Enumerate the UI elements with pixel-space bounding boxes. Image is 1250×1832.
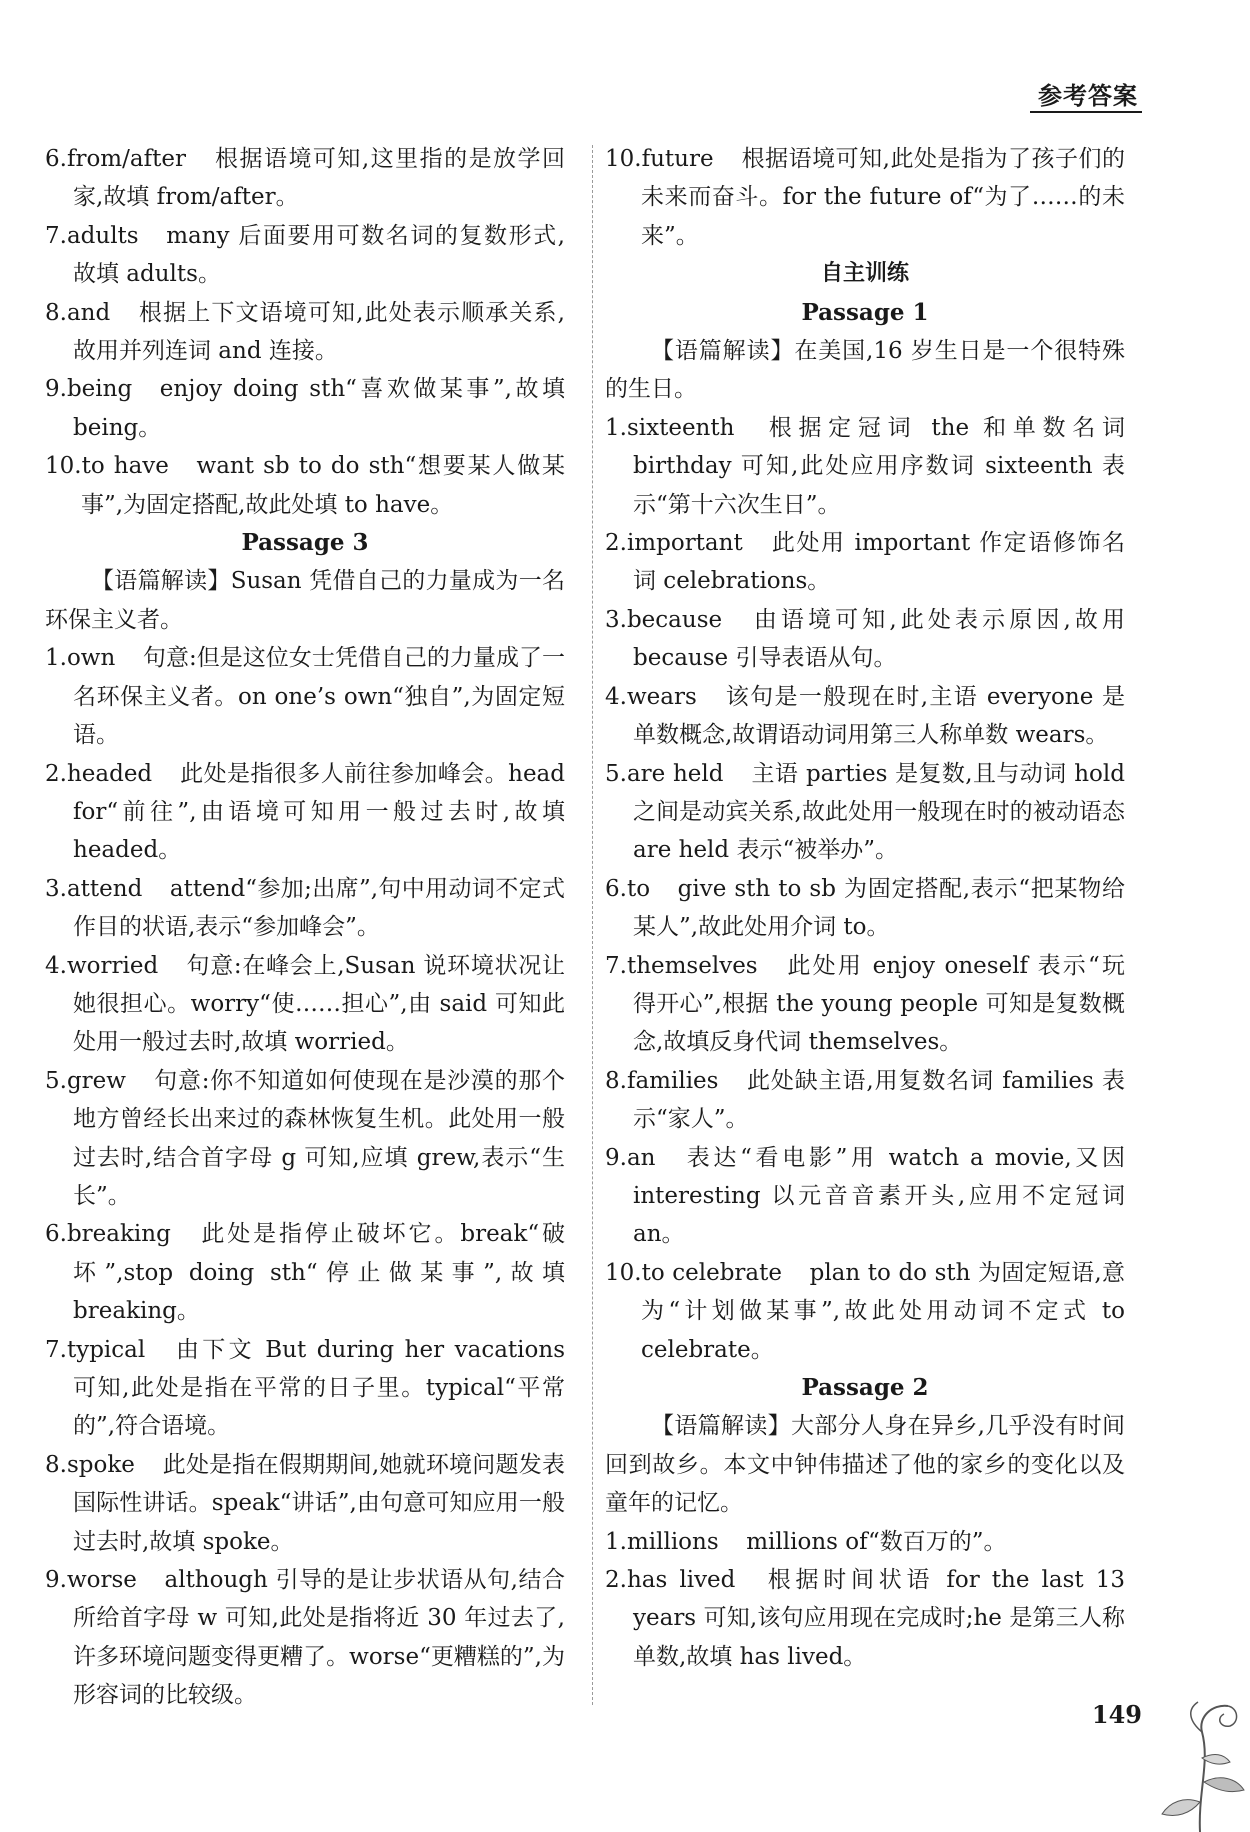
answer-item: 8.families 此处缺主语,用复数名词 families 表示“家人”。 [605,1067,1125,1133]
passage-3-title: Passage 3 [241,529,369,557]
answer-item: 5.are held 主语 parties 是复数,且与动词 hold 之间是动宾关系,故此处用一般现在时的被动语态 are held 表示“被举办”。 [605,760,1125,864]
vine-ornament [1140,1682,1250,1832]
page-number: 149 [1091,1700,1142,1729]
passage-1-intro: 【语篇解读】在美国,16 岁生日是一个很特殊的生日。 [605,338,1125,403]
answer-item: 4.worried 句意:在峰会上,Susan 说环境状况让她很担心。worry“使……担心”,由 said 可知此处用一般过去时,故填 worried。 [45,952,565,1056]
passage-2-title: Passage 2 [801,1374,929,1401]
answer-item: 3.attend attend“参加;出席”,句中用动词不定式作目的状语,表示“参加峰会”。 [45,875,565,941]
right-column [605,140,1125,1676]
answer-item: 1.own 句意:但是这位女士凭借自己的力量成了一名环保主义者。on one’s own“独自”,为固定短语。 [45,645,565,749]
answer-item: 2.headed 此处是指很多人前往参加峰会。head for“前往”,由语境可知用一般过去时,故填 headed。 [45,760,565,864]
answer-item: 6.to give sth to sb 为固定搭配,表示“把某物给某人”,故此处用介词 to。 [605,875,1125,941]
answer-item: 6.breaking 此处是指停止破坏它。break“破坏”,stop doing sth“停止做某事”,故填 breaking。 [45,1221,565,1325]
answer-item: 8.and 根据上下文语境可知,此处表示顺承关系,故用并列连词 and 连接。 [45,299,565,365]
answer-item: 9.worse although 引导的是让步状语从句,结合所给首字母 w 可知,此处是指将近 30 年过去了,许多环境问题变得更糟了。worse“更糟糕的”,为形容词的比较级。 [45,1567,565,1709]
answer-item: 3.because 由语境可知,此处表示原因,故用 because 引导表语从句。 [605,606,1125,672]
answer-item: 10.future 根据语境可知,此处是指为了孩子们的未来而奋斗。for the future of“为了……的未来”。 [605,146,1125,249]
left-column [45,140,565,1715]
answer-item: 2.important 此处用 important 作定语修饰名词 celebrations。 [605,530,1125,595]
answer-item: 4.wears 该句是一般现在时,主语 everyone 是单数概念,故谓语动词用第三人称单数 wears。 [605,683,1125,749]
answer-item: 7.themselves 此处用 enjoy oneself 表示“玩得开心”,根据 the young people 可知是复数概念,故填反身代词 themselves。 [605,952,1125,1056]
header-rule [1030,111,1142,113]
passage-1-title: Passage 1 [801,298,929,326]
answer-item: 7.adults many 后面要用可数名词的复数形式,故填 adults。 [45,222,565,288]
answer-item: 6.from/after 根据语境可知,这里指的是放学回家,故填 from/after。 [45,146,565,211]
column-divider [592,145,593,1705]
passage-3-intro: 【语篇解读】Susan 凭借自己的力量成为一名环保主义者。 [45,568,565,633]
answer-item: 9.an 表达“看电影”用 watch a movie,又因 interesting 以元音音素开头,应用不定冠词 an。 [605,1144,1125,1248]
answer-item: 7.typical 由下文 But during her vacations 可知,此处是指在平常的日子里。typical“平常的”,符合语境。 [45,1336,565,1440]
passage-2-intro: 【语篇解读】大部分人身在异乡,几乎没有时间回到故乡。本文中钟伟描述了他的家乡的变化以及童年的记忆。 [605,1413,1125,1517]
answer-item: 10.to have want sb to do sth“想要某人做某事”,为固定搭配,故此处填 to have。 [45,453,566,518]
answer-item: 1.sixteenth 根据定冠词 the 和单数名词 birthday 可知,此处应用序数词 sixteenth 表示“第十六次生日”。 [605,414,1125,518]
answer-item: 5.grew 句意:你不知道如何使现在是沙漠的那个地方曾经长出来过的森林恢复生机。此处用一般过去时,结合首字母 g 可知,应填 grew,表示“生长”。 [45,1067,565,1209]
answer-item: 2.has lived 根据时间状语 for the last 13 years 可知,该句应用现在完成时;he 是第三人称单数,故填 has lived。 [605,1567,1125,1670]
header-label: 参考答案 [1038,82,1138,110]
answer-item: 8.spoke 此处是指在假期期间,她就环境问题发表国际性讲话。speak“讲话”,由句意可知应用一般过去时,故填 spoke。 [45,1451,565,1555]
answer-item: 10.to celebrate plan to do sth 为固定短语,意为“计划做某事”,故此处用动词不定式 to celebrate。 [605,1259,1125,1363]
section-title: 自主训练 [820,261,909,287]
answer-item: 9.being enjoy doing sth“喜欢做某事”,故填 being。 [45,376,565,441]
answer-item: 1.millions millions of“数百万的”。 [605,1528,1007,1555]
